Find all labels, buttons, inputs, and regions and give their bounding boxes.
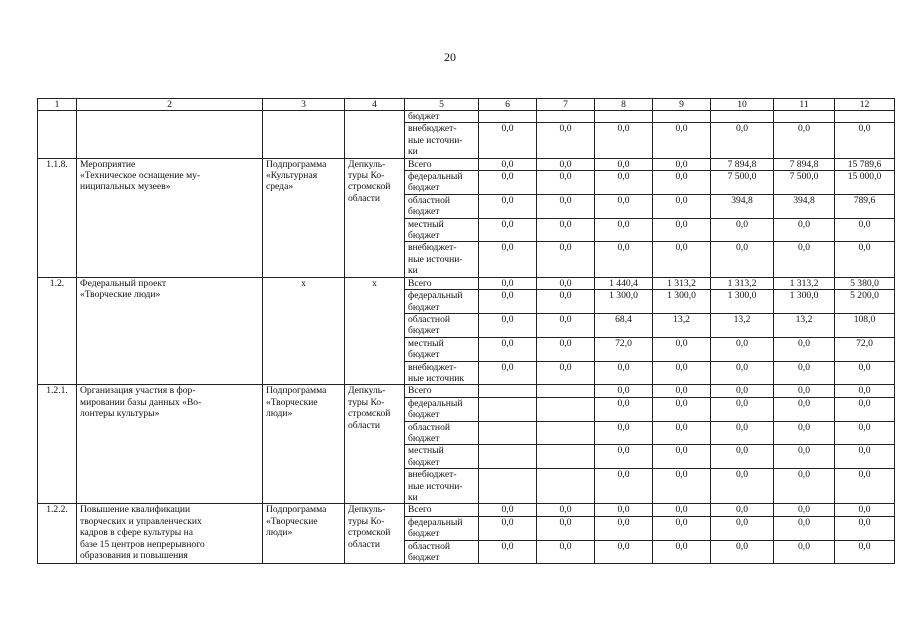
value-cell bbox=[537, 445, 595, 469]
column-header: 7 bbox=[537, 99, 595, 111]
value-cell: 1 300,0 bbox=[595, 290, 653, 314]
column-header: 10 bbox=[711, 99, 774, 111]
value-cell: 0,0 bbox=[653, 540, 711, 564]
value-cell: 0,0 bbox=[537, 313, 595, 337]
table-row bbox=[38, 111, 895, 123]
item-number: 1.2.1. bbox=[38, 385, 77, 504]
funding-source: федеральный бюджет bbox=[405, 171, 479, 195]
value-cell: 0,0 bbox=[653, 469, 711, 504]
value-cell: 0,0 bbox=[537, 337, 595, 361]
value-cell: 1 300,0 bbox=[653, 290, 711, 314]
column-header: 2 bbox=[77, 99, 263, 111]
item-number: 1.2.2. bbox=[38, 504, 77, 564]
name-cell bbox=[77, 111, 263, 159]
column-header: 12 bbox=[835, 99, 895, 111]
value-cell: 0,0 bbox=[774, 242, 835, 277]
value-cell: 0,0 bbox=[537, 158, 595, 170]
value-cell bbox=[537, 469, 595, 504]
value-cell: 0,0 bbox=[711, 504, 774, 516]
funding-source: бюджет bbox=[405, 111, 479, 123]
table-row bbox=[38, 385, 895, 397]
funding-source: местный бюджет bbox=[405, 337, 479, 361]
item-executor: Депкуль- туры Ко- стромской области bbox=[345, 504, 405, 564]
funding-source: областной бюджет bbox=[405, 421, 479, 445]
value-cell: 0,0 bbox=[653, 194, 711, 218]
funding-source: Всего bbox=[405, 277, 479, 289]
value-cell: 72,0 bbox=[835, 337, 895, 361]
value-cell: 0,0 bbox=[711, 385, 774, 397]
funding-source: местный бюджет bbox=[405, 445, 479, 469]
value-cell: 0,0 bbox=[479, 194, 537, 218]
value-cell: 0,0 bbox=[835, 385, 895, 397]
value-cell bbox=[479, 397, 537, 421]
value-cell: 0,0 bbox=[835, 361, 895, 385]
value-cell: 0,0 bbox=[835, 469, 895, 504]
value-cell bbox=[479, 385, 537, 397]
budget-table bbox=[37, 98, 895, 564]
value-cell: 0,0 bbox=[711, 421, 774, 445]
column-header: 11 bbox=[774, 99, 835, 111]
num-cell bbox=[38, 111, 77, 159]
value-cell: 0,0 bbox=[835, 504, 895, 516]
value-cell: 0,0 bbox=[653, 242, 711, 277]
value-cell: 0,0 bbox=[479, 516, 537, 540]
value-cell bbox=[653, 111, 711, 123]
item-number: 1.1.8. bbox=[38, 158, 77, 277]
value-cell: 72,0 bbox=[595, 337, 653, 361]
funding-source: областной бюджет bbox=[405, 313, 479, 337]
value-cell: 1 313,2 bbox=[711, 277, 774, 289]
value-cell: 0,0 bbox=[774, 504, 835, 516]
value-cell: 0,0 bbox=[653, 123, 711, 158]
executor-cell bbox=[345, 111, 405, 159]
funding-source: Всего bbox=[405, 385, 479, 397]
item-name: Повышение квалификации творческих и управленческих кадров в сфере культуры на базе 15 центров непрерывного образования и повышения bbox=[77, 504, 263, 564]
value-cell: 0,0 bbox=[479, 540, 537, 564]
value-cell bbox=[711, 111, 774, 123]
value-cell: 0,0 bbox=[479, 277, 537, 289]
funding-source: внебюджет- ные источни- ки bbox=[405, 242, 479, 277]
value-cell: 0,0 bbox=[711, 337, 774, 361]
value-cell: 0,0 bbox=[479, 123, 537, 158]
value-cell: 0,0 bbox=[711, 123, 774, 158]
column-header: 1 bbox=[38, 99, 77, 111]
item-executor: Депкуль- туры Ко- стромской области bbox=[345, 385, 405, 504]
value-cell bbox=[595, 111, 653, 123]
item-program: х bbox=[263, 277, 345, 385]
page-number: 20 bbox=[444, 50, 456, 64]
value-cell: 0,0 bbox=[595, 194, 653, 218]
value-cell: 13,2 bbox=[653, 313, 711, 337]
value-cell: 789,6 bbox=[835, 194, 895, 218]
item-executor: х bbox=[345, 277, 405, 385]
value-cell: 5 200,0 bbox=[835, 290, 895, 314]
value-cell bbox=[479, 111, 537, 123]
value-cell: 0,0 bbox=[774, 469, 835, 504]
value-cell: 108,0 bbox=[835, 313, 895, 337]
value-cell: 0,0 bbox=[711, 445, 774, 469]
value-cell: 0,0 bbox=[711, 397, 774, 421]
value-cell: 68,4 bbox=[595, 313, 653, 337]
item-number: 1.2. bbox=[38, 277, 77, 385]
value-cell: 0,0 bbox=[711, 361, 774, 385]
value-cell bbox=[537, 111, 595, 123]
value-cell bbox=[479, 445, 537, 469]
table-row bbox=[38, 158, 895, 170]
item-name: Организация участия в фор- мировании базы данных «Во- лонтеры культуры» bbox=[77, 385, 263, 504]
column-header: 5 bbox=[405, 99, 479, 111]
value-cell: 1 313,2 bbox=[653, 277, 711, 289]
value-cell: 0,0 bbox=[595, 469, 653, 504]
value-cell bbox=[479, 421, 537, 445]
value-cell: 13,2 bbox=[711, 313, 774, 337]
value-cell: 0,0 bbox=[595, 361, 653, 385]
value-cell: 7 500,0 bbox=[711, 171, 774, 195]
value-cell bbox=[537, 397, 595, 421]
value-cell: 7 894,8 bbox=[774, 158, 835, 170]
value-cell: 0,0 bbox=[774, 123, 835, 158]
value-cell: 1 440,4 bbox=[595, 277, 653, 289]
value-cell: 0,0 bbox=[595, 516, 653, 540]
value-cell: 0,0 bbox=[774, 218, 835, 242]
value-cell: 0,0 bbox=[479, 361, 537, 385]
value-cell: 0,0 bbox=[537, 504, 595, 516]
value-cell: 0,0 bbox=[595, 242, 653, 277]
value-cell: 0,0 bbox=[653, 445, 711, 469]
value-cell bbox=[537, 385, 595, 397]
value-cell: 0,0 bbox=[835, 123, 895, 158]
value-cell: 0,0 bbox=[537, 123, 595, 158]
item-executor: Депкуль- туры Ко- стромской области bbox=[345, 158, 405, 277]
value-cell: 0,0 bbox=[479, 242, 537, 277]
value-cell: 0,0 bbox=[653, 171, 711, 195]
value-cell: 0,0 bbox=[595, 385, 653, 397]
value-cell: 0,0 bbox=[653, 504, 711, 516]
value-cell: 0,0 bbox=[653, 337, 711, 361]
value-cell: 394,8 bbox=[774, 194, 835, 218]
value-cell: 0,0 bbox=[711, 540, 774, 564]
value-cell: 0,0 bbox=[835, 516, 895, 540]
value-cell: 0,0 bbox=[595, 158, 653, 170]
value-cell: 0,0 bbox=[537, 540, 595, 564]
value-cell: 0,0 bbox=[595, 123, 653, 158]
value-cell: 0,0 bbox=[595, 421, 653, 445]
value-cell: 0,0 bbox=[711, 218, 774, 242]
value-cell: 0,0 bbox=[835, 421, 895, 445]
value-cell: 0,0 bbox=[653, 158, 711, 170]
value-cell: 0,0 bbox=[479, 504, 537, 516]
value-cell: 0,0 bbox=[479, 218, 537, 242]
value-cell: 0,0 bbox=[479, 290, 537, 314]
item-name: Федеральный проект «Творческие люди» bbox=[77, 277, 263, 385]
value-cell: 7 894,8 bbox=[711, 158, 774, 170]
value-cell: 0,0 bbox=[835, 445, 895, 469]
value-cell: 13,2 bbox=[774, 313, 835, 337]
item-name: Мероприятие «Техническое оснащение му- ниципальных музеев» bbox=[77, 158, 263, 277]
value-cell bbox=[479, 469, 537, 504]
value-cell: 0,0 bbox=[595, 397, 653, 421]
funding-source: внебюджет- ные источник bbox=[405, 361, 479, 385]
value-cell: 0,0 bbox=[653, 385, 711, 397]
value-cell: 0,0 bbox=[537, 516, 595, 540]
value-cell: 0,0 bbox=[774, 385, 835, 397]
value-cell: 0,0 bbox=[653, 421, 711, 445]
value-cell: 7 500,0 bbox=[774, 171, 835, 195]
value-cell: 0,0 bbox=[774, 397, 835, 421]
item-program: Подпрограмма «Творческие люди» bbox=[263, 504, 345, 564]
header-row bbox=[38, 99, 895, 111]
item-program: Подпрограмма «Культурная среда» bbox=[263, 158, 345, 277]
table-row bbox=[38, 504, 895, 516]
value-cell: 0,0 bbox=[537, 171, 595, 195]
value-cell: 0,0 bbox=[537, 218, 595, 242]
value-cell: 0,0 bbox=[653, 516, 711, 540]
table-row bbox=[38, 277, 895, 289]
funding-source: федеральный бюджет bbox=[405, 290, 479, 314]
value-cell: 0,0 bbox=[537, 194, 595, 218]
column-header: 9 bbox=[653, 99, 711, 111]
value-cell: 0,0 bbox=[479, 158, 537, 170]
value-cell: 15 000,0 bbox=[835, 171, 895, 195]
funding-source: местный бюджет bbox=[405, 218, 479, 242]
value-cell: 0,0 bbox=[711, 469, 774, 504]
value-cell: 0,0 bbox=[479, 337, 537, 361]
value-cell: 0,0 bbox=[653, 361, 711, 385]
funding-source: федеральный бюджет bbox=[405, 516, 479, 540]
table-body bbox=[38, 99, 895, 564]
value-cell: 0,0 bbox=[595, 445, 653, 469]
value-cell: 0,0 bbox=[774, 445, 835, 469]
value-cell: 0,0 bbox=[653, 397, 711, 421]
value-cell: 0,0 bbox=[774, 337, 835, 361]
value-cell: 0,0 bbox=[835, 218, 895, 242]
value-cell: 0,0 bbox=[774, 516, 835, 540]
value-cell: 0,0 bbox=[537, 361, 595, 385]
value-cell: 0,0 bbox=[711, 516, 774, 540]
value-cell: 0,0 bbox=[774, 421, 835, 445]
column-header: 6 bbox=[479, 99, 537, 111]
column-header: 3 bbox=[263, 99, 345, 111]
funding-source: областной бюджет bbox=[405, 194, 479, 218]
value-cell: 0,0 bbox=[595, 218, 653, 242]
funding-source: Всего bbox=[405, 158, 479, 170]
value-cell: 0,0 bbox=[479, 171, 537, 195]
value-cell: 1 300,0 bbox=[774, 290, 835, 314]
value-cell: 0,0 bbox=[537, 290, 595, 314]
value-cell: 0,0 bbox=[835, 540, 895, 564]
item-program: Подпрограмма «Творческие люди» bbox=[263, 385, 345, 504]
funding-source: Всего bbox=[405, 504, 479, 516]
value-cell: 394,8 bbox=[711, 194, 774, 218]
value-cell: 0,0 bbox=[537, 242, 595, 277]
value-cell: 15 789,6 bbox=[835, 158, 895, 170]
value-cell: 0,0 bbox=[711, 242, 774, 277]
value-cell: 1 300,0 bbox=[711, 290, 774, 314]
value-cell bbox=[537, 421, 595, 445]
column-header: 8 bbox=[595, 99, 653, 111]
value-cell: 0,0 bbox=[835, 397, 895, 421]
value-cell: 0,0 bbox=[595, 171, 653, 195]
value-cell: 0,0 bbox=[595, 540, 653, 564]
value-cell: 0,0 bbox=[479, 313, 537, 337]
funding-source: областной бюджет bbox=[405, 540, 479, 564]
column-header: 4 bbox=[345, 99, 405, 111]
program-cell bbox=[263, 111, 345, 159]
value-cell: 0,0 bbox=[774, 540, 835, 564]
funding-source: внебюджет- ные источни- ки bbox=[405, 123, 479, 158]
value-cell bbox=[835, 111, 895, 123]
value-cell: 0,0 bbox=[653, 218, 711, 242]
funding-source: федеральный бюджет bbox=[405, 397, 479, 421]
value-cell bbox=[774, 111, 835, 123]
value-cell: 0,0 bbox=[595, 504, 653, 516]
value-cell: 0,0 bbox=[537, 277, 595, 289]
value-cell: 5 380,0 bbox=[835, 277, 895, 289]
value-cell: 1 313,2 bbox=[774, 277, 835, 289]
value-cell: 0,0 bbox=[774, 361, 835, 385]
funding-source: внебюджет- ные источни- ки bbox=[405, 469, 479, 504]
value-cell: 0,0 bbox=[835, 242, 895, 277]
